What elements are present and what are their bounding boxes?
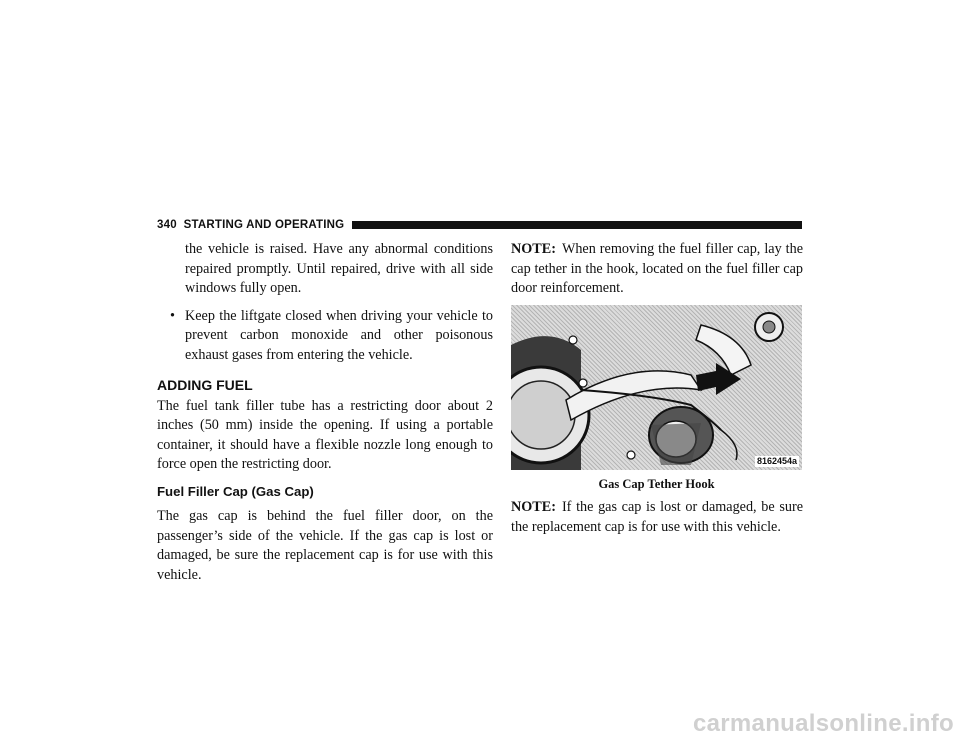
bullet-item — [157, 307, 493, 366]
note-label: NOTE: — [511, 499, 556, 515]
continued-paragraph: the vehicle is raised. Have any abnormal conditions repaired promptly. Until repaired, drive with all side windows fully open. — [185, 241, 493, 296]
gas-cap-illustration — [511, 305, 802, 470]
fuel-filler-cap-heading: Fuel Filler Cap (Gas Cap) — [157, 483, 314, 499]
adding-fuel-heading: ADDING FUEL — [157, 377, 253, 393]
note-text: If the gas cap is lost or damaged, be sure the replacement cap is for use with this vehicle. — [511, 499, 803, 535]
page-header-text — [157, 219, 344, 231]
adding-fuel-paragraph: The fuel tank filler tube has a restricting door about 2 inches (50 mm) inside the opening. If using a portable container, it should have a flexible nozzle long enough to force open the restricting door. — [157, 397, 493, 472]
right-column — [511, 240, 803, 537]
figure-code: 8162454a — [756, 455, 797, 466]
section-title: STARTING AND OPERATING — [183, 219, 345, 231]
bullet-text: Keep the liftgate closed when driving your vehicle to prevent carbon monoxide and other poisonous exhaust gases from entering the vehicle. — [185, 307, 493, 363]
note-paragraph-2 — [511, 498, 803, 537]
watermark: carmanualsonline.info — [692, 710, 954, 737]
left-column — [157, 240, 493, 585]
header-rule — [352, 221, 802, 229]
note-label: NOTE: — [511, 241, 556, 257]
gas-cap-paragraph: The gas cap is behind the fuel filler door, on the passenger’s side of the vehicle. If the gas cap is lost or damaged, be sure the replacement cap is for use with this vehicle. — [157, 508, 493, 583]
page-number: 340 — [157, 219, 177, 231]
gas-cap-tether-figure — [511, 305, 802, 470]
note-text: When removing the fuel filler cap, lay the cap tether in the hook, located on the fuel filler cap door reinforcement. — [511, 241, 803, 296]
note-paragraph-1 — [511, 240, 803, 299]
bullet-symbol: • — [170, 307, 175, 324]
page-header — [157, 217, 802, 233]
figure-caption: Gas Cap Tether Hook — [598, 476, 715, 491]
